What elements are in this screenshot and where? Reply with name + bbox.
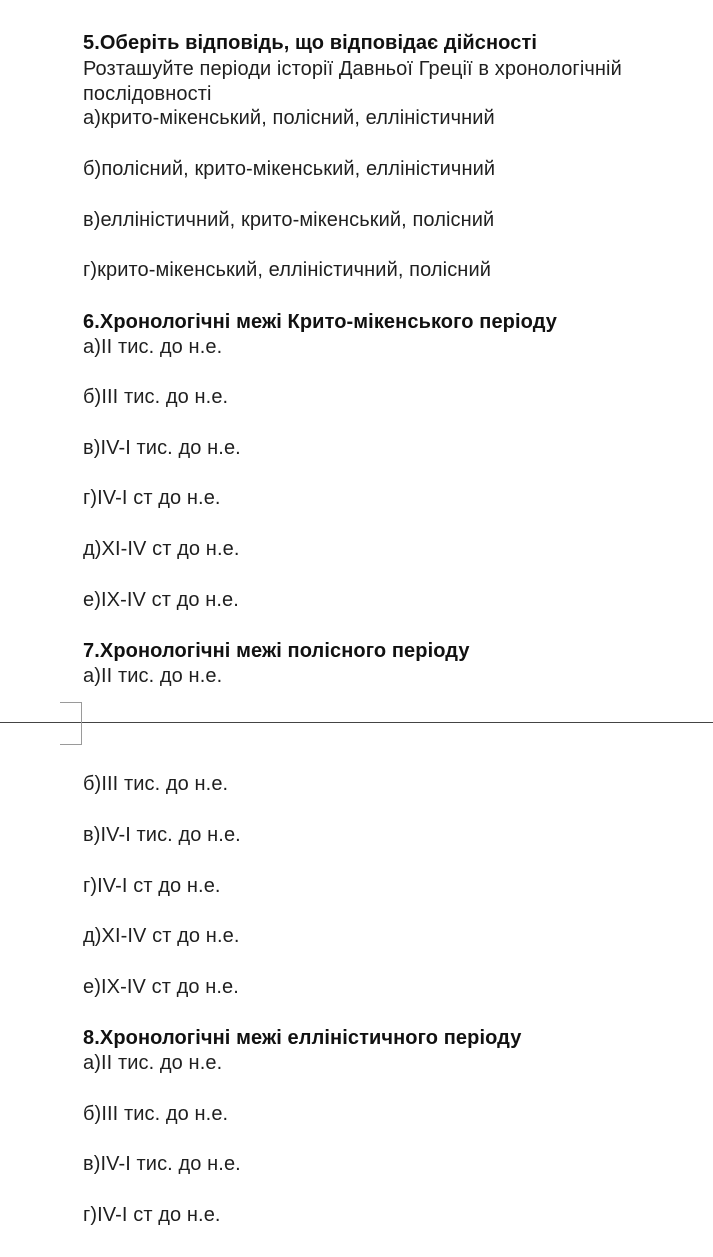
question-6-option-e: д)XI-IV ст до н.е.	[83, 538, 240, 560]
question-5-option-b: б)полісний, крито-мікенський, елліністичний	[83, 158, 496, 180]
question-8-option-c: в)IV-I тис. до н.е.	[83, 1153, 241, 1175]
question-7-option-f: е)IX-IV ст до н.е.	[83, 976, 239, 998]
question-7-option-a: а)ІІ тис. до н.е.	[83, 665, 223, 687]
question-8-option-a: а)ІІ тис. до н.е.	[83, 1052, 223, 1074]
question-5-option-d: г)крито-мікенський, елліністичний, полісний	[83, 259, 491, 281]
question-8-option-d: г)IV-I ст до н.е.	[83, 1204, 221, 1226]
question-6-option-d: г)IV-I ст до н.е.	[83, 487, 221, 509]
question-5-option-c: в)елліністичний, крито-мікенський, полісний	[83, 209, 495, 231]
question-7-option-b: б)ІІІ тис. до н.е.	[83, 773, 229, 795]
question-6-option-b: б)ІІІ тис. до н.е.	[83, 386, 229, 408]
question-7-option-d: г)IV-I ст до н.е.	[83, 875, 221, 897]
question-6-title: 6.Хронологічні межі Крито-мікенського періоду	[83, 311, 557, 333]
question-5-prompt-line-1: Розташуйте періоди історії Давньої Греції в хронологічній	[83, 58, 622, 80]
question-6-option-a: а)ІІ тис. до н.е.	[83, 336, 223, 358]
question-8-title: 8.Хронологічні межі елліністичного періоду	[83, 1027, 522, 1049]
question-7-option-e: д)XI-IV ст до н.е.	[83, 925, 240, 947]
question-7-title: 7.Хронологічні межі полісного періоду	[83, 640, 470, 662]
question-7-option-c: в)IV-I тис. до н.е.	[83, 824, 241, 846]
page-corner-marker	[60, 702, 82, 745]
question-8-option-b: б)ІІІ тис. до н.е.	[83, 1103, 229, 1125]
question-6-option-f: е)IX-IV ст до н.е.	[83, 589, 239, 611]
question-5-prompt-line-2: послідовності	[83, 83, 212, 105]
question-6-option-c: в)IV-I тис. до н.е.	[83, 437, 241, 459]
question-5-title: 5.Оберіть відповідь, що відповідає дійсності	[83, 32, 538, 54]
question-5-option-a: а)крито-мікенський, полісний, елліністичний	[83, 107, 495, 129]
page-break-line	[0, 722, 713, 723]
